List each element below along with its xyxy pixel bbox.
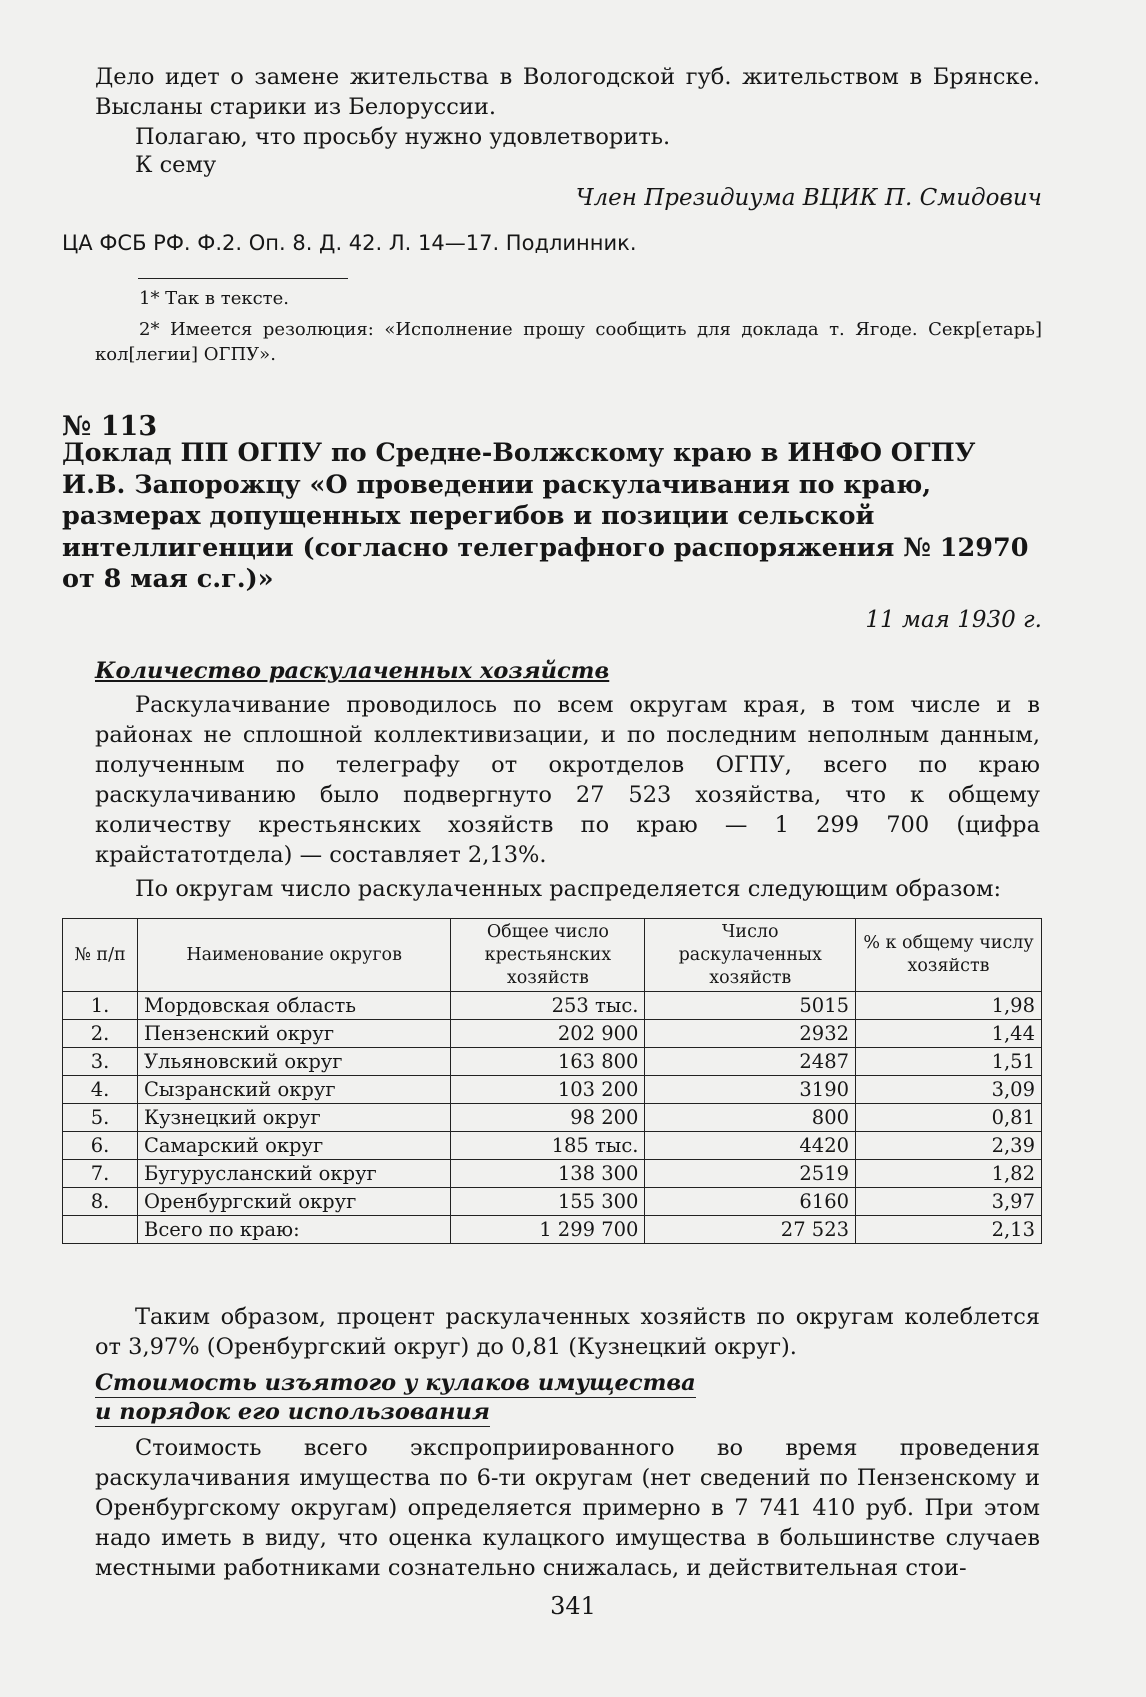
section-1-paragraph-1: Раскулачивание проводилось по всем округам края, в том числе и в районах не сплошной коллективизации, и по последним неполным данным, полученным по телеграфу от окротделов ОГПУ, всего по краю раскулачиванию было подвергнуто 27 523 хозяйства, что к общему количеству крестьянских хозяйств по краю — 1 299 700 (цифра крайстатотдела) — составляет 2,13%. [95, 692, 1040, 868]
document-date: 11 мая 1930 г. [865, 607, 1042, 633]
table-header-row [63, 919, 1042, 992]
header-num: № п/п [63, 919, 138, 992]
cell-num: 1. [63, 992, 138, 1020]
archive-reference: ЦА ФСБ РФ. Ф.2. Оп. 8. Д. 42. Л. 14—17. Подлинник. [62, 231, 637, 255]
footnote-rule [138, 278, 348, 279]
cell-dekulakized: 6160 [645, 1188, 856, 1216]
signature: Член Президиума ВЦИК П. Смидович [575, 185, 1042, 211]
cell-name: Ульяновский округ [137, 1048, 450, 1076]
cell-name: Мордовская область [137, 992, 450, 1020]
dekulakization-table [62, 918, 1042, 1244]
total-cell-dekulakized: 27 523 [645, 1216, 856, 1244]
cell-percent: 3,09 [856, 1076, 1042, 1104]
cell-dekulakized: 3190 [645, 1076, 856, 1104]
cell-total: 163 800 [451, 1048, 645, 1076]
cell-dekulakized: 2487 [645, 1048, 856, 1076]
footnote-2: 2* Имеется резолюция: «Исполнение прошу сообщить для доклада т. Ягоде. Секр[етарь] кол[легии] ОГПУ». [95, 319, 1042, 365]
section-2-heading-line-2: и порядок его использования [95, 1399, 490, 1425]
cell-total: 253 тыс. [451, 992, 645, 1020]
cell-name: Оренбургский округ [137, 1188, 450, 1216]
cell-num: 5. [63, 1104, 138, 1132]
cell-percent: 2,39 [856, 1132, 1042, 1160]
cell-total: 185 тыс. [451, 1132, 645, 1160]
cell-name: Кузнецкий округ [137, 1104, 450, 1132]
total-cell-name: Всего по краю: [137, 1216, 450, 1244]
cell-dekulakized: 2519 [645, 1160, 856, 1188]
cell-percent: 0,81 [856, 1104, 1042, 1132]
cell-num: 3. [63, 1048, 138, 1076]
table-row [63, 1160, 1042, 1188]
cell-num: 6. [63, 1132, 138, 1160]
header-dekulakized: Число раскулаченных хозяйств [645, 919, 856, 992]
intro-line-1: Дело идет о замене жительства в Вологодской губ. жительством в Брянске. Высланы старики из Белоруссии. [95, 64, 1040, 120]
cell-num: 7. [63, 1160, 138, 1188]
cell-num: 2. [63, 1020, 138, 1048]
cell-total: 103 200 [451, 1076, 645, 1104]
section-2-heading-line-1: Стоимость изъятого у кулаков имущества [95, 1370, 696, 1396]
document-title: Доклад ПП ОГПУ по Средне-Волжскому краю в ИНФО ОГПУ И.В. Запорожцу «О проведении раскулачивания по краю, размерах допущенных перегибов и позиции сельской интеллигенции (согласно телеграфного распоряжения № 12970 от 8 мая с.г.)» [62, 438, 1029, 594]
intro-line-2: Полагаю, что просьбу нужно удовлетворить. [135, 124, 671, 150]
table-row [63, 1104, 1042, 1132]
table-row [63, 992, 1042, 1020]
after-table-paragraph: Таким образом, процент раскулаченных хозяйств по округам колеблется от 3,97% (Оренбургский округ) до 0,81 (Кузнецкий округ). [95, 1304, 1040, 1360]
cell-percent: 3,97 [856, 1188, 1042, 1216]
cell-total: 155 300 [451, 1188, 645, 1216]
cell-total: 98 200 [451, 1104, 645, 1132]
total-cell-total: 1 299 700 [451, 1216, 645, 1244]
table-row [63, 1048, 1042, 1076]
total-cell-num [63, 1216, 138, 1244]
cell-num: 8. [63, 1188, 138, 1216]
table-row [63, 1020, 1042, 1048]
cell-percent: 1,82 [856, 1160, 1042, 1188]
header-percent: % к общему числу хозяйств [856, 919, 1042, 992]
cell-percent: 1,98 [856, 992, 1042, 1020]
page-number: 341 [550, 1592, 596, 1620]
cell-dekulakized: 800 [645, 1104, 856, 1132]
section-1-paragraph-2: По округам число раскулаченных распределяется следующим образом: [135, 876, 1002, 902]
cell-name: Самарский округ [137, 1132, 450, 1160]
footnotes [95, 286, 1042, 367]
cell-percent: 1,44 [856, 1020, 1042, 1048]
total-cell-percent: 2,13 [856, 1216, 1042, 1244]
cell-name: Сызранский округ [137, 1076, 450, 1104]
header-total: Общее число крестьянских хозяйств [451, 919, 645, 992]
cell-dekulakized: 2932 [645, 1020, 856, 1048]
section-2-paragraph: Стоимость всего экспроприированного во время проведения раскулачивания имущества по 6-ти округам (нет сведений по Пензенскому и Оренбургскому округам) определяется примерно в 7 741 410 руб. При этом надо иметь в виду, что оценка кулацкого имущества в большинстве случаев местными работниками сознательно снижалась, и действительная стои- [95, 1435, 1040, 1581]
table-total-row [63, 1216, 1042, 1244]
after-table-block [95, 1302, 1040, 1362]
cell-name: Бугурусланский округ [137, 1160, 450, 1188]
intro-line-3: К сему [135, 152, 217, 178]
table-row [63, 1076, 1042, 1104]
cell-total: 202 900 [451, 1020, 645, 1048]
header-name: Наименование округов [137, 919, 450, 992]
document-number: № 113 [62, 411, 158, 442]
section-1 [95, 656, 1040, 904]
table-row [63, 1188, 1042, 1216]
cell-percent: 1,51 [856, 1048, 1042, 1076]
section-2 [95, 1369, 1040, 1583]
section-1-heading: Количество раскулаченных хозяйств [95, 658, 610, 684]
cell-num: 4. [63, 1076, 138, 1104]
footnote-1: 1* Так в тексте. [139, 288, 290, 309]
cell-total: 138 300 [451, 1160, 645, 1188]
cell-name: Пензенский округ [137, 1020, 450, 1048]
cell-dekulakized: 5015 [645, 992, 856, 1020]
cell-dekulakized: 4420 [645, 1132, 856, 1160]
intro-block [95, 62, 1040, 180]
table-row [63, 1132, 1042, 1160]
